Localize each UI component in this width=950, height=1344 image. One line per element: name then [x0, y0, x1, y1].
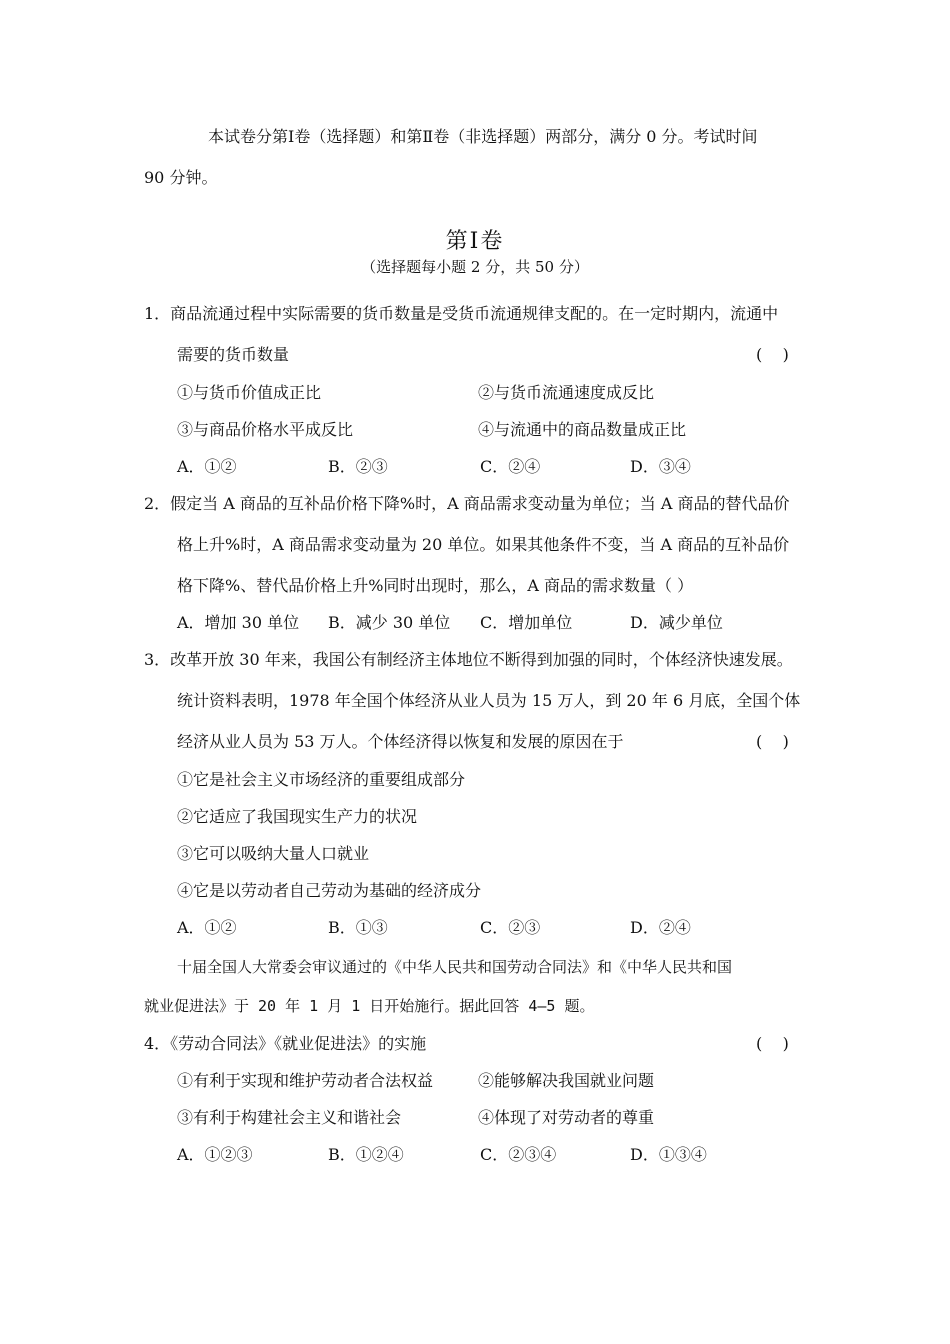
q2-stem-line-3: 格下降%、替代品价格上升%同时出现时，那么，A 商品的需求数量（ ） [177, 576, 694, 595]
q3-answer-blank: ( ) [756, 732, 789, 751]
q4-option-a: A．①②③ [177, 1145, 253, 1164]
q1-option-c: C．②④ [480, 457, 541, 476]
q4-option-c: C．②③④ [480, 1145, 557, 1164]
q2-option-a: A．增加 30 单位 [177, 613, 300, 632]
q1-item-4: ④与流通中的商品数量成正比 [478, 420, 687, 439]
q2-stem-line-1: 2．假定当 A 商品的互补品价格下降%时，A 商品需求变动量为单位；当 A 商品的替代品价 [144, 494, 790, 513]
intro-line-2: 90 分钟。 [144, 168, 218, 187]
section-subtitle: （选择题每小题 2 分，共 50 分） [361, 258, 589, 276]
q2-stem-line-2: 格上升%时，A 商品需求变动量为 20 单位。如果其他条件不变，当 A 商品的互补品价 [177, 535, 790, 554]
q3-item-3: ③它可以吸纳大量人口就业 [177, 844, 370, 863]
q3-stem-line-1: 3．改革开放 30 年来，我国公有制经济主体地位不断得到加强的同时，个体经济快速发展。 [144, 650, 793, 669]
q1-item-2: ②与货币流通速度成反比 [478, 383, 655, 402]
q3-option-c: C．②③ [480, 918, 541, 937]
q2-option-b: B．减少 30 单位 [328, 613, 451, 632]
q4-option-d: D．①③④ [630, 1145, 707, 1164]
q3-stem-line-3: 经济从业人员为 53 万人。个体经济得以恢复和发展的原因在于 [177, 732, 624, 751]
q1-item-3: ③与商品价格水平成反比 [177, 420, 354, 439]
q4-answer-blank: ( ) [756, 1034, 789, 1053]
q4-item-2: ②能够解决我国就业问题 [478, 1071, 655, 1090]
q3-item-1: ①它是社会主义市场经济的重要组成部分 [177, 770, 466, 789]
q4-item-1: ①有利于实现和维护劳动者合法权益 [177, 1071, 434, 1090]
q1-item-1: ①与货币价值成正比 [177, 383, 322, 402]
q4-item-3: ③有利于构建社会主义和谐社会 [177, 1108, 402, 1127]
q1-answer-blank: ( ) [756, 345, 789, 364]
q3-stem-line-2: 统计资料表明，1978 年全国个体经济从业人员为 15 万人，到 20 年 6 月底，全国个体 [177, 691, 801, 710]
intro-line-1: 本试卷分第Ⅰ卷（选择题）和第Ⅱ卷（非选择题）两部分，满分 0 分。考试时间 [208, 127, 758, 146]
q4-stem-line-1: 4．《劳动合同法》《就业促进法》的实施 [144, 1034, 427, 1053]
passage-line-1: 十届全国人大常委会审议通过的《中华人民共和国劳动合同法》和《中华人民共和国 [177, 958, 733, 976]
q4-option-b: B．①②④ [328, 1145, 404, 1164]
q3-option-a: A．①② [177, 918, 237, 937]
q2-option-c: C．增加单位 [480, 613, 573, 632]
q3-option-b: B．①③ [328, 918, 388, 937]
q1-stem-line-2: 需要的货币数量 [177, 345, 290, 364]
q1-option-a: A．①② [177, 457, 237, 476]
q3-option-d: D．②④ [630, 918, 691, 937]
q1-option-d: D．③④ [630, 457, 691, 476]
q3-item-4: ④它是以劳动者自己劳动为基础的经济成分 [177, 881, 482, 900]
passage-line-2: 就业促进法》于 20 年 1 月 1 日开始施行。据此回答 4—5 题。 [144, 997, 595, 1015]
q1-stem-line-1: 1．商品流通过程中实际需要的货币数量是受货币流通规律支配的。在一定时期内，流通中 [144, 304, 779, 323]
section-title: 第Ⅰ卷 [445, 229, 505, 254]
q2-option-d: D．减少单位 [630, 613, 723, 632]
q4-item-4: ④体现了对劳动者的尊重 [478, 1108, 655, 1127]
q1-option-b: B．②③ [328, 457, 388, 476]
q3-item-2: ②它适应了我国现实生产力的状况 [177, 807, 418, 826]
